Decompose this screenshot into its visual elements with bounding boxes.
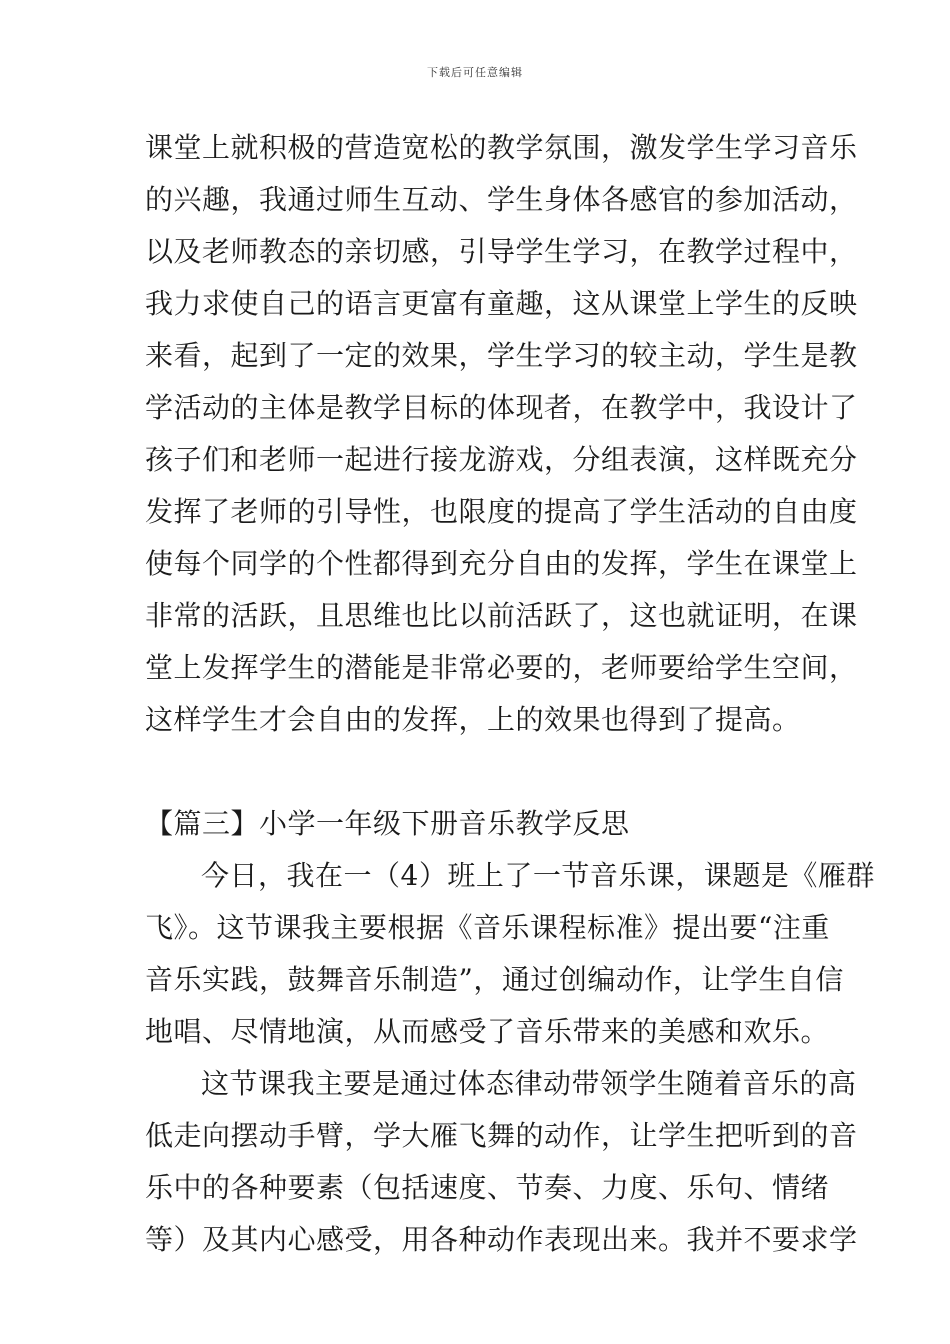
paragraph-line: 今日，我在一（4）班上了一节音乐课，课题是《雁群	[201, 859, 875, 892]
paragraph-line: 课堂上就积极的营造宽松的教学氛围，激发学生学习音乐	[145, 131, 858, 164]
paragraph-line: 发挥了老师的引导性，也限度的提高了学生活动的自由度	[145, 495, 858, 528]
paragraph-line: 飞》。这节课我主要根据《音乐课程标准》提出要“注重	[145, 911, 830, 944]
paragraph-line: 低走向摆动手臂，学大雁飞舞的动作，让学生把听到的音	[145, 1119, 858, 1152]
paragraph-line: 乐中的各种要素（包括速度、节奏、力度、乐句、情绪	[145, 1171, 830, 1204]
page-header-note: 下载后可任意编辑	[427, 66, 523, 79]
paragraph-line: 我力求使自己的语言更富有童趣，这从课堂上学生的反映	[145, 287, 858, 320]
paragraph-line: 学活动的主体是教学目标的体现者，在教学中，我设计了	[145, 391, 858, 424]
paragraph-line: 这节课我主要是通过体态律动带领学生随着音乐的高	[201, 1067, 857, 1100]
paragraph-line: 使每个同学的个性都得到充分自由的发挥，学生在课堂上	[145, 547, 858, 580]
paragraph-line: 非常的活跃，且思维也比以前活跃了，这也就证明，在课	[145, 599, 858, 632]
paragraph-line: 的兴趣，我通过师生互动、学生身体各感官的参加活动，	[145, 183, 858, 216]
paragraph-line: 以及老师教态的亲切感，引导学生学习，在教学过程中，	[145, 235, 858, 268]
paragraph-line: 等）及其内心感受，用各种动作表现出来。我并不要求学	[145, 1223, 858, 1256]
paragraph-line: 地唱、尽情地演，从而感受了音乐带来的美感和欢乐。	[145, 1015, 830, 1048]
paragraph-line: 堂上发挥学生的潜能是非常必要的，老师要给学生空间，	[145, 651, 858, 684]
paragraph-line: 这样学生才会自由的发挥，上的效果也得到了提高。	[145, 703, 801, 736]
section-title: 【篇三】小学一年级下册音乐教学反思	[145, 807, 630, 840]
paragraph-line: 来看，起到了一定的效果，学生学习的较主动，学生是教	[145, 339, 858, 372]
paragraph-line: 音乐实践，鼓舞音乐制造”，通过创编动作，让学生自信	[145, 963, 844, 996]
paragraph-line: 孩子们和老师一起进行接龙游戏，分组表演，这样既充分	[145, 443, 858, 476]
